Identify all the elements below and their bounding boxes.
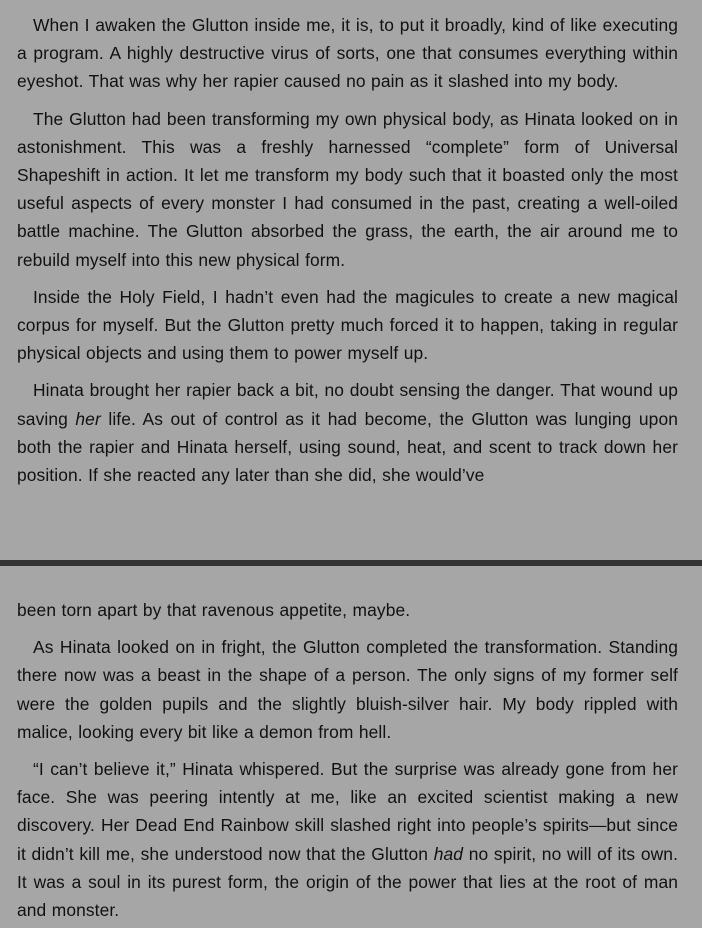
paragraph — [17, 11, 678, 96]
paragraph — [17, 376, 678, 489]
paragraph-continuation — [17, 596, 678, 624]
paragraph — [17, 105, 678, 274]
paragraph-text: life. As out of control as it had become, the Glutton was lunging upon both the rapier and Hinata herself, using sound, heat, and scent to track down her position. If she reacted any later than she did, she would’ve — [17, 408, 678, 486]
italic-emphasis: her — [75, 408, 101, 429]
paragraph-text: When I awaken the Glutton inside me, it is, to put it broadly, kind of like executing a program. A highly destructive virus of sorts, one that consumes everything within eyeshot. That was why her rapier caused no pain as it slashed into my body. — [17, 15, 678, 92]
paragraph — [17, 755, 678, 924]
paragraph-text: no spirit, no will of its own. It was a soul in its purest form, the origin of the power that lies at the root of man and monster. — [17, 843, 679, 921]
paragraph-text: As Hinata looked on in fright, the Glutton completed the transformation. Standing there now was a beast in the shape of a person. The only signs of my former self were the golden pupils and the slightly bluish-silver hair. My body rippled with malice, looking every bit like a demon from hell. — [17, 637, 678, 742]
paragraph-text: been torn apart by that ravenous appetite, maybe. — [17, 600, 411, 620]
paragraph — [17, 633, 678, 746]
text-page-bottom[interactable] — [0, 566, 702, 928]
paragraph-text: “I can’t believe it,” Hinata whispered. But the surprise was already gone from her face. She was peering intently at me, like an excited scientist making a new discovery. Her Dead End Rainbow skill slashed right into people’s spirits—but since it didn’t kill me, she understood now that the Glutton — [17, 759, 678, 864]
paragraph-text: Inside the Holy Field, I hadn’t even had the magicules to create a new magical corpus for myself. But the Glutton pretty much forced it to happen, taking in regular physical objects and using them to power myself up. — [17, 286, 678, 364]
paragraph — [17, 283, 678, 368]
paragraph-text: The Glutton had been transforming my own physical body, as Hinata looked on in astonishment. This was a freshly harnessed “complete” form of Universal Shapeshift in action. It let me transform my body such that it boasted only the most useful aspects of every monster I had consumed in the past, creating a well-oiled battle machine. The Glutton absorbed the grass, the earth, the air around me to rebuild myself into this new physical form. — [17, 108, 678, 270]
italic-emphasis: had — [433, 843, 464, 864]
paragraph-text: Hinata brought her rapier back a bit, no doubt sensing the danger. That wound up saving — [17, 380, 678, 429]
